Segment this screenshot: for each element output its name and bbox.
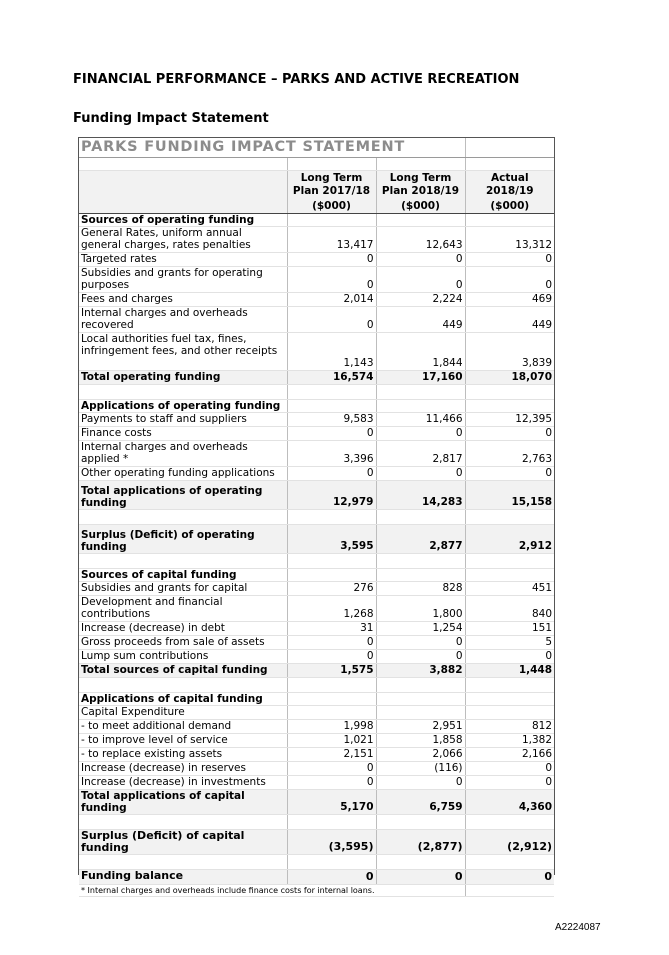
table-row bbox=[79, 480, 554, 509]
document-id: A2224087 bbox=[555, 922, 601, 933]
row-value: 2,224 bbox=[376, 292, 465, 306]
row-value bbox=[465, 384, 554, 399]
column-header-unit: ($000) bbox=[312, 200, 351, 212]
row-label: Fees and charges bbox=[79, 292, 287, 306]
blank-cell bbox=[79, 157, 287, 170]
row-value: 5 bbox=[465, 635, 554, 649]
row-value bbox=[287, 692, 376, 705]
table-row bbox=[79, 306, 554, 332]
spacer-row bbox=[79, 509, 554, 524]
row-value: 2,817 bbox=[376, 440, 465, 466]
row-value: (3,595) bbox=[287, 829, 376, 854]
row-value bbox=[287, 509, 376, 524]
table-row bbox=[79, 426, 554, 440]
row-value: (2,877) bbox=[376, 829, 465, 854]
row-label: Total applications of capital funding bbox=[79, 789, 287, 814]
spacer-row bbox=[79, 384, 554, 399]
column-header-row bbox=[79, 170, 554, 213]
row-value: 0 bbox=[287, 426, 376, 440]
row-label: Internal charges and overheads applied * bbox=[79, 440, 287, 466]
row-value: 2,912 bbox=[465, 524, 554, 553]
table-row bbox=[79, 466, 554, 480]
row-value: 0 bbox=[287, 649, 376, 663]
row-value: 3,882 bbox=[376, 663, 465, 677]
row-value bbox=[465, 692, 554, 705]
row-value: 12,395 bbox=[465, 412, 554, 426]
row-value bbox=[376, 553, 465, 568]
row-label: Internal charges and overheads recovered bbox=[79, 306, 287, 332]
row-value: 9,583 bbox=[287, 412, 376, 426]
row-value bbox=[376, 509, 465, 524]
table-row bbox=[79, 252, 554, 266]
row-value: 2,877 bbox=[376, 524, 465, 553]
row-value: 0 bbox=[287, 761, 376, 775]
row-value: 2,951 bbox=[376, 719, 465, 733]
row-value: 469 bbox=[465, 292, 554, 306]
row-label: Funding balance bbox=[79, 869, 287, 884]
row-label: Sources of operating funding bbox=[79, 213, 287, 226]
row-label: Local authorities fuel tax, fines, infringement fees, and other receipts bbox=[79, 332, 287, 370]
row-label: Applications of operating funding bbox=[79, 399, 287, 412]
row-value: 0 bbox=[465, 466, 554, 480]
row-value: 1,844 bbox=[376, 332, 465, 370]
page-heading: FINANCIAL PERFORMANCE – PARKS AND ACTIVE RECREATION bbox=[73, 72, 520, 87]
row-label: Total sources of capital funding bbox=[79, 663, 287, 677]
table-row bbox=[79, 649, 554, 663]
row-label: General Rates, uniform annual general charges, rates penalties bbox=[79, 226, 287, 252]
row-value: 13,312 bbox=[465, 226, 554, 252]
row-value: 1,575 bbox=[287, 663, 376, 677]
row-value: 449 bbox=[465, 306, 554, 332]
row-value bbox=[376, 213, 465, 226]
row-value bbox=[376, 677, 465, 692]
row-value: 812 bbox=[465, 719, 554, 733]
row-value: 2,066 bbox=[376, 747, 465, 761]
row-value: 2,151 bbox=[287, 747, 376, 761]
column-header-unit: ($000) bbox=[490, 200, 530, 212]
column-header bbox=[287, 170, 376, 213]
row-value: 3,595 bbox=[287, 524, 376, 553]
row-label bbox=[79, 553, 287, 568]
table-title-row bbox=[79, 138, 554, 157]
row-value: 0 bbox=[465, 869, 554, 884]
row-value: 12,643 bbox=[376, 226, 465, 252]
row-value: 0 bbox=[376, 649, 465, 663]
row-value: 0 bbox=[376, 252, 465, 266]
row-value: 0 bbox=[376, 635, 465, 649]
row-value: 11,466 bbox=[376, 412, 465, 426]
row-label: Sources of capital funding bbox=[79, 568, 287, 581]
row-label: Development and financial contributions bbox=[79, 595, 287, 621]
row-value: 2,014 bbox=[287, 292, 376, 306]
row-value: 0 bbox=[287, 266, 376, 292]
row-label: - to replace existing assets bbox=[79, 747, 287, 761]
row-value bbox=[287, 568, 376, 581]
row-label bbox=[79, 854, 287, 869]
table-title: PARKS FUNDING IMPACT STATEMENT bbox=[79, 138, 465, 157]
row-value bbox=[465, 854, 554, 869]
table-row bbox=[79, 568, 554, 581]
row-value: 5,170 bbox=[287, 789, 376, 814]
fis-table bbox=[79, 138, 554, 897]
table-row bbox=[79, 829, 554, 854]
blank-row bbox=[79, 157, 554, 170]
row-label: Gross proceeds from sale of assets bbox=[79, 635, 287, 649]
row-label: - to improve level of service bbox=[79, 733, 287, 747]
blank-cell bbox=[376, 157, 465, 170]
row-label: Surplus (Deficit) of operating funding bbox=[79, 524, 287, 553]
table-row bbox=[79, 692, 554, 705]
row-label: Subsidies and grants for capital bbox=[79, 581, 287, 595]
row-value: 0 bbox=[465, 266, 554, 292]
row-value bbox=[465, 213, 554, 226]
row-value bbox=[287, 705, 376, 719]
row-value: 0 bbox=[376, 775, 465, 789]
column-header-line2: Plan 2017/18 bbox=[292, 184, 371, 197]
row-value: 12,979 bbox=[287, 480, 376, 509]
row-value bbox=[287, 213, 376, 226]
table-row bbox=[79, 663, 554, 677]
row-value: (2,912) bbox=[465, 829, 554, 854]
row-value: 0 bbox=[287, 306, 376, 332]
row-label: Other operating funding applications bbox=[79, 466, 287, 480]
row-value bbox=[287, 677, 376, 692]
row-value: 1,858 bbox=[376, 733, 465, 747]
row-value bbox=[465, 399, 554, 412]
row-value bbox=[376, 705, 465, 719]
column-header-line1: Actual bbox=[491, 172, 529, 184]
row-value: 1,143 bbox=[287, 332, 376, 370]
funding-impact-table bbox=[78, 137, 555, 895]
table-row bbox=[79, 266, 554, 292]
row-value bbox=[376, 568, 465, 581]
column-header-line2: Plan 2018/19 bbox=[381, 184, 460, 197]
row-value: 449 bbox=[376, 306, 465, 332]
row-value: 1,448 bbox=[465, 663, 554, 677]
row-label: Increase (decrease) in debt bbox=[79, 621, 287, 635]
row-label: Lump sum contributions bbox=[79, 649, 287, 663]
row-value: 0 bbox=[465, 649, 554, 663]
row-label: Increase (decrease) in investments bbox=[79, 775, 287, 789]
row-label: Finance costs bbox=[79, 426, 287, 440]
section-subheading: Funding Impact Statement bbox=[73, 111, 269, 126]
row-value bbox=[376, 854, 465, 869]
table-row bbox=[79, 292, 554, 306]
row-value bbox=[465, 814, 554, 829]
row-label: Subsidies and grants for operating purposes bbox=[79, 266, 287, 292]
row-value: 3,396 bbox=[287, 440, 376, 466]
row-value bbox=[376, 399, 465, 412]
row-label: Targeted rates bbox=[79, 252, 287, 266]
row-value: 18,070 bbox=[465, 370, 554, 384]
blank-cell bbox=[287, 157, 376, 170]
row-label: - to meet additional demand bbox=[79, 719, 287, 733]
table-row bbox=[79, 761, 554, 775]
table-row bbox=[79, 399, 554, 412]
footnote-row bbox=[79, 884, 554, 896]
row-value: 2,166 bbox=[465, 747, 554, 761]
row-label bbox=[79, 814, 287, 829]
row-value bbox=[376, 384, 465, 399]
row-value bbox=[465, 568, 554, 581]
row-value bbox=[287, 384, 376, 399]
spacer-row bbox=[79, 814, 554, 829]
row-value: 4,360 bbox=[465, 789, 554, 814]
blank-cell bbox=[465, 157, 554, 170]
footnote-blank-cell bbox=[465, 884, 554, 896]
table-row bbox=[79, 789, 554, 814]
row-value: 0 bbox=[376, 266, 465, 292]
row-value: 0 bbox=[465, 761, 554, 775]
row-value: 0 bbox=[287, 635, 376, 649]
table-row bbox=[79, 581, 554, 595]
table-row bbox=[79, 733, 554, 747]
row-value: 828 bbox=[376, 581, 465, 595]
table-row bbox=[79, 412, 554, 426]
table-row bbox=[79, 869, 554, 884]
row-value: 0 bbox=[465, 775, 554, 789]
row-label: Surplus (Deficit) of capital funding bbox=[79, 829, 287, 854]
row-value: 31 bbox=[287, 621, 376, 635]
row-label bbox=[79, 509, 287, 524]
table-row bbox=[79, 332, 554, 370]
row-value: 0 bbox=[287, 466, 376, 480]
row-value: 151 bbox=[465, 621, 554, 635]
row-value: 1,800 bbox=[376, 595, 465, 621]
row-label: Total operating funding bbox=[79, 370, 287, 384]
row-value bbox=[376, 692, 465, 705]
row-value bbox=[465, 705, 554, 719]
row-value: 0 bbox=[465, 252, 554, 266]
header-label-cell bbox=[79, 170, 287, 213]
row-value bbox=[287, 814, 376, 829]
row-value bbox=[465, 553, 554, 568]
row-value bbox=[287, 854, 376, 869]
row-value: 1,021 bbox=[287, 733, 376, 747]
table-row bbox=[79, 705, 554, 719]
spacer-row bbox=[79, 677, 554, 692]
spacer-row bbox=[79, 553, 554, 568]
spacer-row bbox=[79, 854, 554, 869]
row-value: 15,158 bbox=[465, 480, 554, 509]
row-value: 840 bbox=[465, 595, 554, 621]
row-value: 3,839 bbox=[465, 332, 554, 370]
column-header bbox=[465, 170, 554, 213]
row-value bbox=[465, 677, 554, 692]
row-value: (116) bbox=[376, 761, 465, 775]
row-value: 14,283 bbox=[376, 480, 465, 509]
row-value: 1,382 bbox=[465, 733, 554, 747]
column-header-line1: Long Term bbox=[300, 172, 363, 184]
table-row bbox=[79, 213, 554, 226]
row-label bbox=[79, 677, 287, 692]
row-value: 0 bbox=[287, 775, 376, 789]
row-label: Capital Expenditure bbox=[79, 705, 287, 719]
row-value: 1,254 bbox=[376, 621, 465, 635]
row-value: 16,574 bbox=[287, 370, 376, 384]
column-header bbox=[376, 170, 465, 213]
table-row bbox=[79, 775, 554, 789]
row-value: 6,759 bbox=[376, 789, 465, 814]
row-label: Total applications of operating funding bbox=[79, 480, 287, 509]
column-header-line2: 2018/19 bbox=[485, 184, 534, 197]
row-value bbox=[376, 814, 465, 829]
row-value: 451 bbox=[465, 581, 554, 595]
column-header-unit: ($000) bbox=[401, 200, 440, 212]
title-blank-cell bbox=[465, 138, 554, 157]
row-value: 0 bbox=[376, 466, 465, 480]
table-row bbox=[79, 719, 554, 733]
row-value: 13,417 bbox=[287, 226, 376, 252]
table-row bbox=[79, 747, 554, 761]
row-value bbox=[287, 399, 376, 412]
row-value bbox=[287, 553, 376, 568]
row-value: 1,268 bbox=[287, 595, 376, 621]
table-row bbox=[79, 524, 554, 553]
table-row bbox=[79, 440, 554, 466]
footnote: * Internal charges and overheads include finance costs for internal loans. bbox=[79, 884, 465, 896]
row-value: 276 bbox=[287, 581, 376, 595]
row-value: 17,160 bbox=[376, 370, 465, 384]
row-value: 0 bbox=[287, 252, 376, 266]
table-row bbox=[79, 370, 554, 384]
row-value: 1,998 bbox=[287, 719, 376, 733]
table-row bbox=[79, 595, 554, 621]
row-value bbox=[465, 509, 554, 524]
table-row bbox=[79, 635, 554, 649]
row-value: 0 bbox=[376, 869, 465, 884]
row-value: 0 bbox=[287, 869, 376, 884]
row-value: 2,763 bbox=[465, 440, 554, 466]
row-label: Increase (decrease) in reserves bbox=[79, 761, 287, 775]
column-header-line1: Long Term bbox=[389, 172, 452, 184]
row-label: Payments to staff and suppliers bbox=[79, 412, 287, 426]
row-label bbox=[79, 384, 287, 399]
row-value: 0 bbox=[376, 426, 465, 440]
row-label: Applications of capital funding bbox=[79, 692, 287, 705]
table-row bbox=[79, 621, 554, 635]
table-row bbox=[79, 226, 554, 252]
row-value: 0 bbox=[465, 426, 554, 440]
